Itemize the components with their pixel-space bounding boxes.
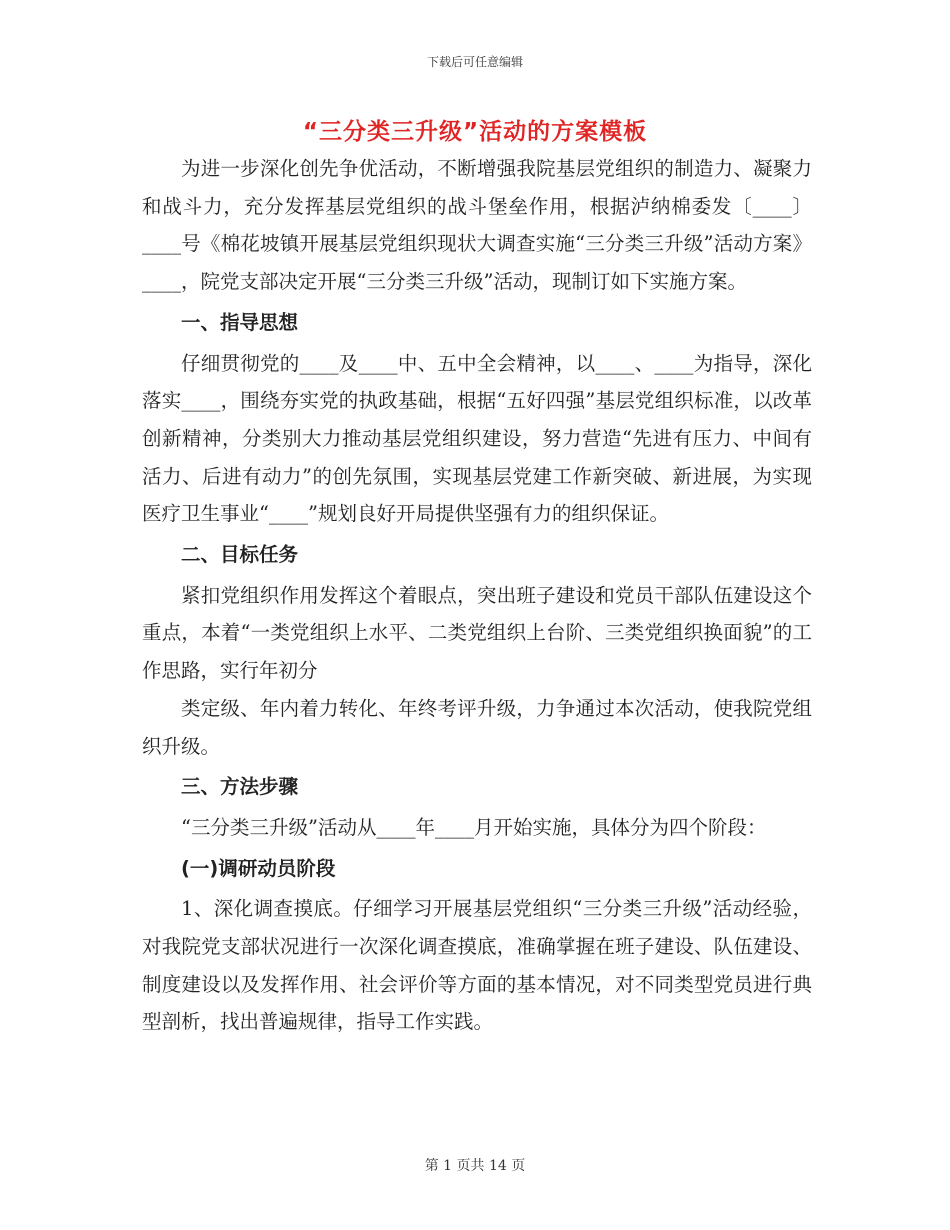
section-heading-guiding-ideology: 一、指导思想 — [181, 310, 299, 334]
page-footer: 第 1 页共 14 页 — [424, 1158, 526, 1174]
subsection-heading-research: (一)调研动员阶段 — [181, 856, 336, 880]
page-header: 下载后可任意编辑 — [426, 55, 523, 69]
objectives-paragraph-2: 类定级、年内着力转化、年终考评升级，力争通过本次活动，使我院党组织升级。 — [142, 696, 812, 758]
document-title: “三分类三升级”活动的方案模板 — [302, 119, 648, 145]
research-paragraph: 1、深化调查摸底。仔细学习开展基层党组织“三分类三升级”活动经验，对我院党支部状况进行一次深化调查摸底，准确掌握在班子建设、队伍建设、制度建设以及发挥作用、社会评价等方面的基本情况，对不同类型党员进行典型剖析，找出普遍规律，指导工作实践。 — [142, 897, 812, 1034]
steps-paragraph: “三分类三升级”活动从____年____月开始实施，具体分为四个阶段： — [181, 815, 767, 839]
intro-paragraph: 为进一步深化创先争优活动，不断增强我院基层党组织的制造力、凝聚力和战斗力，充分发挥基层党组织的战斗堡垒作用，根据泸纳棉委发〔____〕____号《棉花坡镇开展基层党组织现状大调查实施“三分类三升级”活动方案》____，院党支部决定开展“三分类三升级”活动，现制订如下实施方案。 — [142, 157, 812, 294]
section-heading-objectives: 二、目标任务 — [181, 543, 299, 567]
section-heading-steps: 三、方法步骤 — [181, 775, 299, 799]
guiding-ideology-paragraph: 仔细贯彻党的____及____中、五中全会精神，以____、____为指导，深化落实____，围绕夯实党的执政基础，根据“五好四强”基层党组织标准，以改革创新精神，分类别大力推动基层党组织建设，努力营造“先进有压力、中间有活力、后进有动力”的创先氛围，实现基层党建工作新突破、新进展，为实现医疗卫生事业“____”规划良好开局提供坚强有力的组织保证。 — [142, 351, 812, 526]
document-body — [142, 150, 812, 1041]
objectives-paragraph-1: 紧扣党组织作用发挥这个着眼点，突出班子建设和党员干部队伍建设这个重点，本着“一类党组织上水平、二类党组织上台阶、三类党组织换面貌”的工作思路，实行年初分 — [142, 583, 812, 683]
